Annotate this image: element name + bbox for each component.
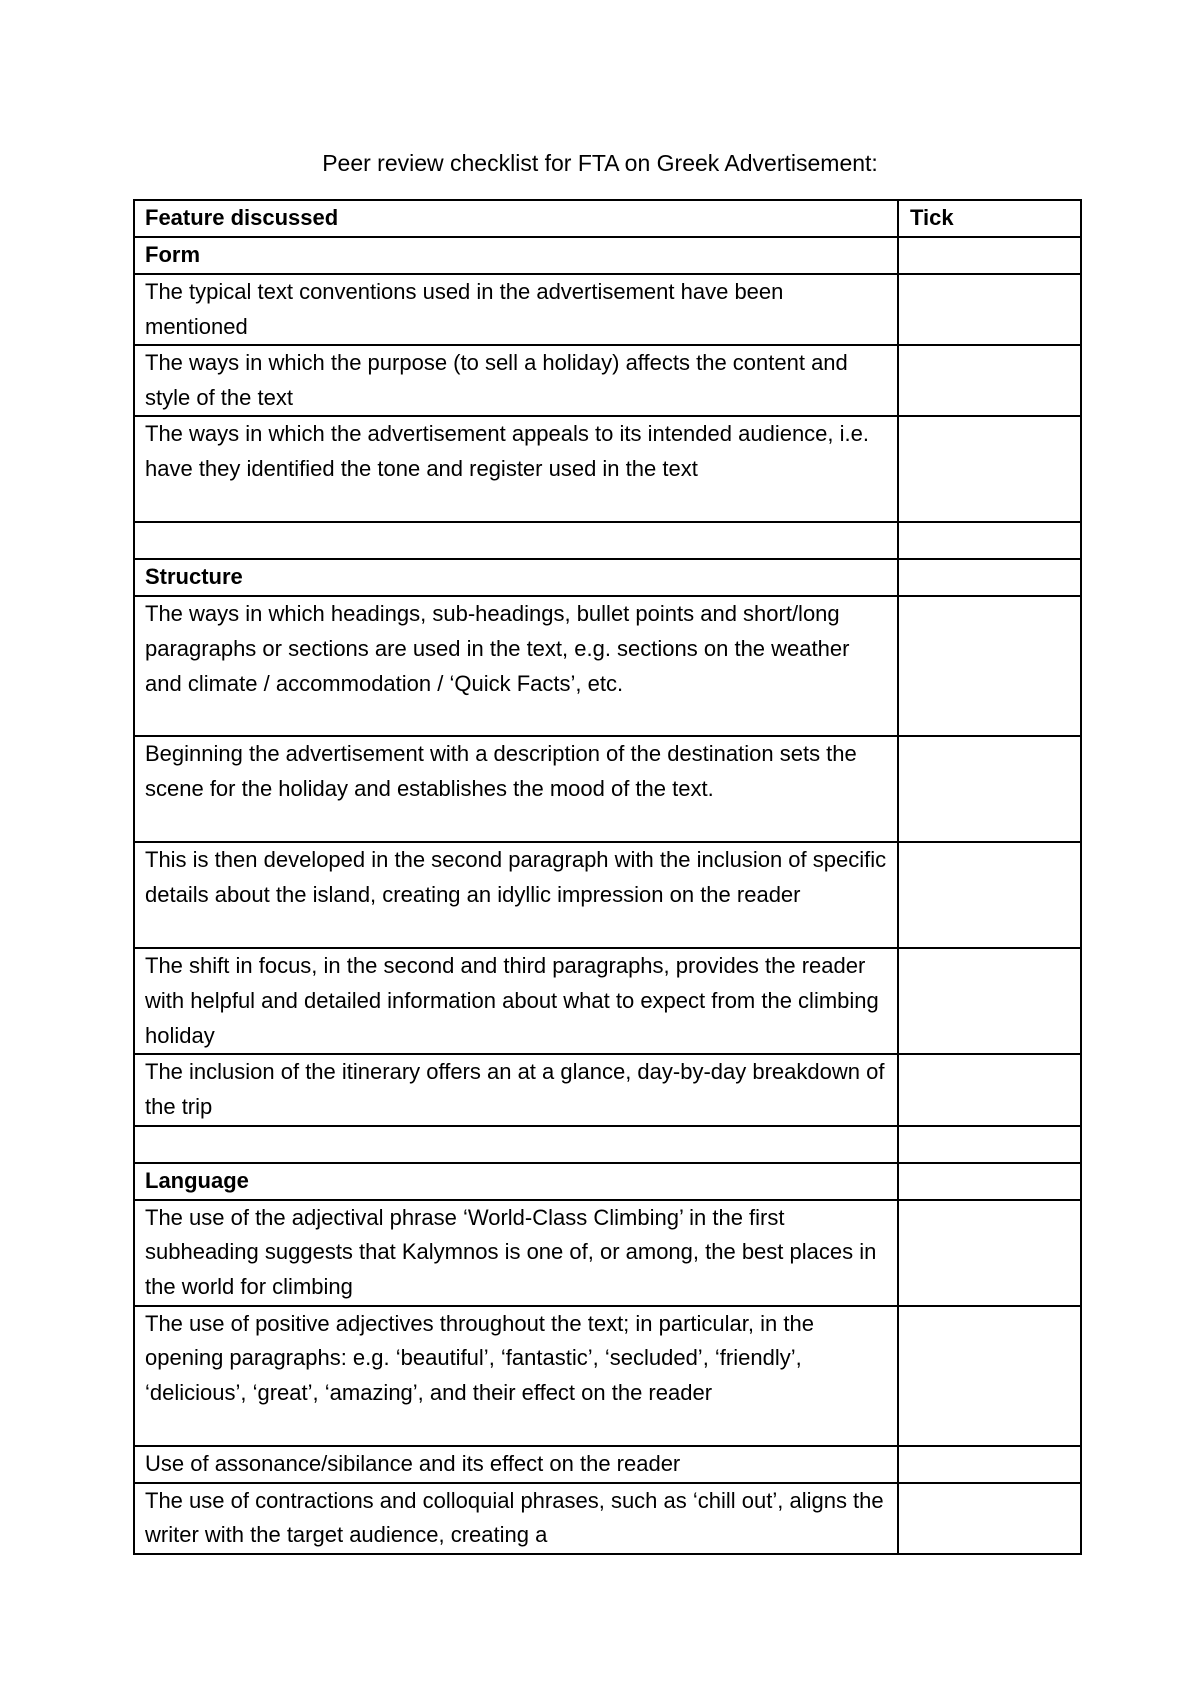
tick-cell[interactable]	[898, 842, 1081, 948]
feature-text: Beginning the advertisement with a description of the destination sets the scene for the holiday and establishes the mood of the text.	[134, 736, 898, 842]
feature-text: The typical text conventions used in the advertisement have been mentioned	[134, 274, 898, 345]
feature-column-header: Feature discussed	[134, 200, 898, 237]
section-heading-row-language	[134, 1163, 1081, 1200]
empty-row	[134, 1126, 1081, 1163]
section-heading-row-structure	[134, 559, 1081, 596]
table-row	[134, 736, 1081, 842]
tick-cell[interactable]	[898, 1446, 1081, 1483]
tick-cell[interactable]	[898, 1126, 1081, 1163]
table-header-row	[134, 200, 1081, 237]
page-title: Peer review checklist for FTA on Greek Advertisement:	[322, 150, 878, 176]
tick-cell[interactable]	[898, 1306, 1081, 1446]
tick-cell[interactable]	[898, 1054, 1081, 1125]
feature-text: The ways in which headings, sub-headings, bullet points and short/long paragraphs or sections are used in the text, e.g. sections on the weather and climate / accommodation / ‘Quick Facts’, etc.	[134, 596, 898, 736]
tick-column-header: Tick	[898, 200, 1081, 237]
table-row	[134, 416, 1081, 522]
feature-text: The ways in which the purpose (to sell a holiday) affects the content and style of the text	[134, 345, 898, 416]
tick-cell[interactable]	[898, 345, 1081, 416]
empty-cell	[134, 1126, 898, 1163]
feature-text: Use of assonance/sibilance and its effect on the reader	[134, 1446, 898, 1483]
tick-cell[interactable]	[898, 1163, 1081, 1200]
section-heading-form: Form	[134, 237, 898, 274]
tick-cell[interactable]	[898, 736, 1081, 842]
tick-cell[interactable]	[898, 559, 1081, 596]
table-row	[134, 274, 1081, 345]
tick-cell[interactable]	[898, 274, 1081, 345]
section-heading-structure: Structure	[134, 559, 898, 596]
empty-row	[134, 522, 1081, 559]
feature-text: The ways in which the advertisement appeals to its intended audience, i.e. have they identified the tone and register used in the text	[134, 416, 898, 522]
table-row	[134, 1306, 1081, 1446]
table-row	[134, 1446, 1081, 1483]
tick-cell[interactable]	[898, 237, 1081, 274]
feature-text: The inclusion of the itinerary offers an at a glance, day-by-day breakdown of the trip	[134, 1054, 898, 1125]
table-row	[134, 345, 1081, 416]
table-row	[134, 842, 1081, 948]
table-row	[134, 1200, 1081, 1306]
section-heading-language: Language	[134, 1163, 898, 1200]
feature-text: The use of positive adjectives throughout the text; in particular, in the opening paragraphs: e.g. ‘beautiful’, ‘fantastic’, ‘secluded’, ‘friendly’, ‘delicious’, ‘great’, ‘amazing’, and their effect on the reader	[134, 1306, 898, 1446]
tick-cell[interactable]	[898, 522, 1081, 559]
peer-review-checklist-table	[133, 199, 1082, 1555]
tick-cell[interactable]	[898, 948, 1081, 1054]
feature-text: The shift in focus, in the second and third paragraphs, provides the reader with helpful and detailed information about what to expect from the climbing holiday	[134, 948, 898, 1054]
table-row	[134, 948, 1081, 1054]
empty-cell	[134, 522, 898, 559]
section-heading-row-form	[134, 237, 1081, 274]
tick-cell[interactable]	[898, 1483, 1081, 1554]
table-row	[134, 596, 1081, 736]
feature-text: The use of the adjectival phrase ‘World-Class Climbing’ in the first subheading suggests that Kalymnos is one of, or among, the best places in the world for climbing	[134, 1200, 898, 1306]
tick-cell[interactable]	[898, 416, 1081, 522]
table-row	[134, 1054, 1081, 1125]
table-row	[134, 1483, 1081, 1554]
tick-cell[interactable]	[898, 596, 1081, 736]
feature-text: This is then developed in the second paragraph with the inclusion of specific details about the island, creating an idyllic impression on the reader	[134, 842, 898, 948]
tick-cell[interactable]	[898, 1200, 1081, 1306]
feature-text: The use of contractions and colloquial phrases, such as ‘chill out’, aligns the writer with the target audience, creating a	[134, 1483, 898, 1554]
